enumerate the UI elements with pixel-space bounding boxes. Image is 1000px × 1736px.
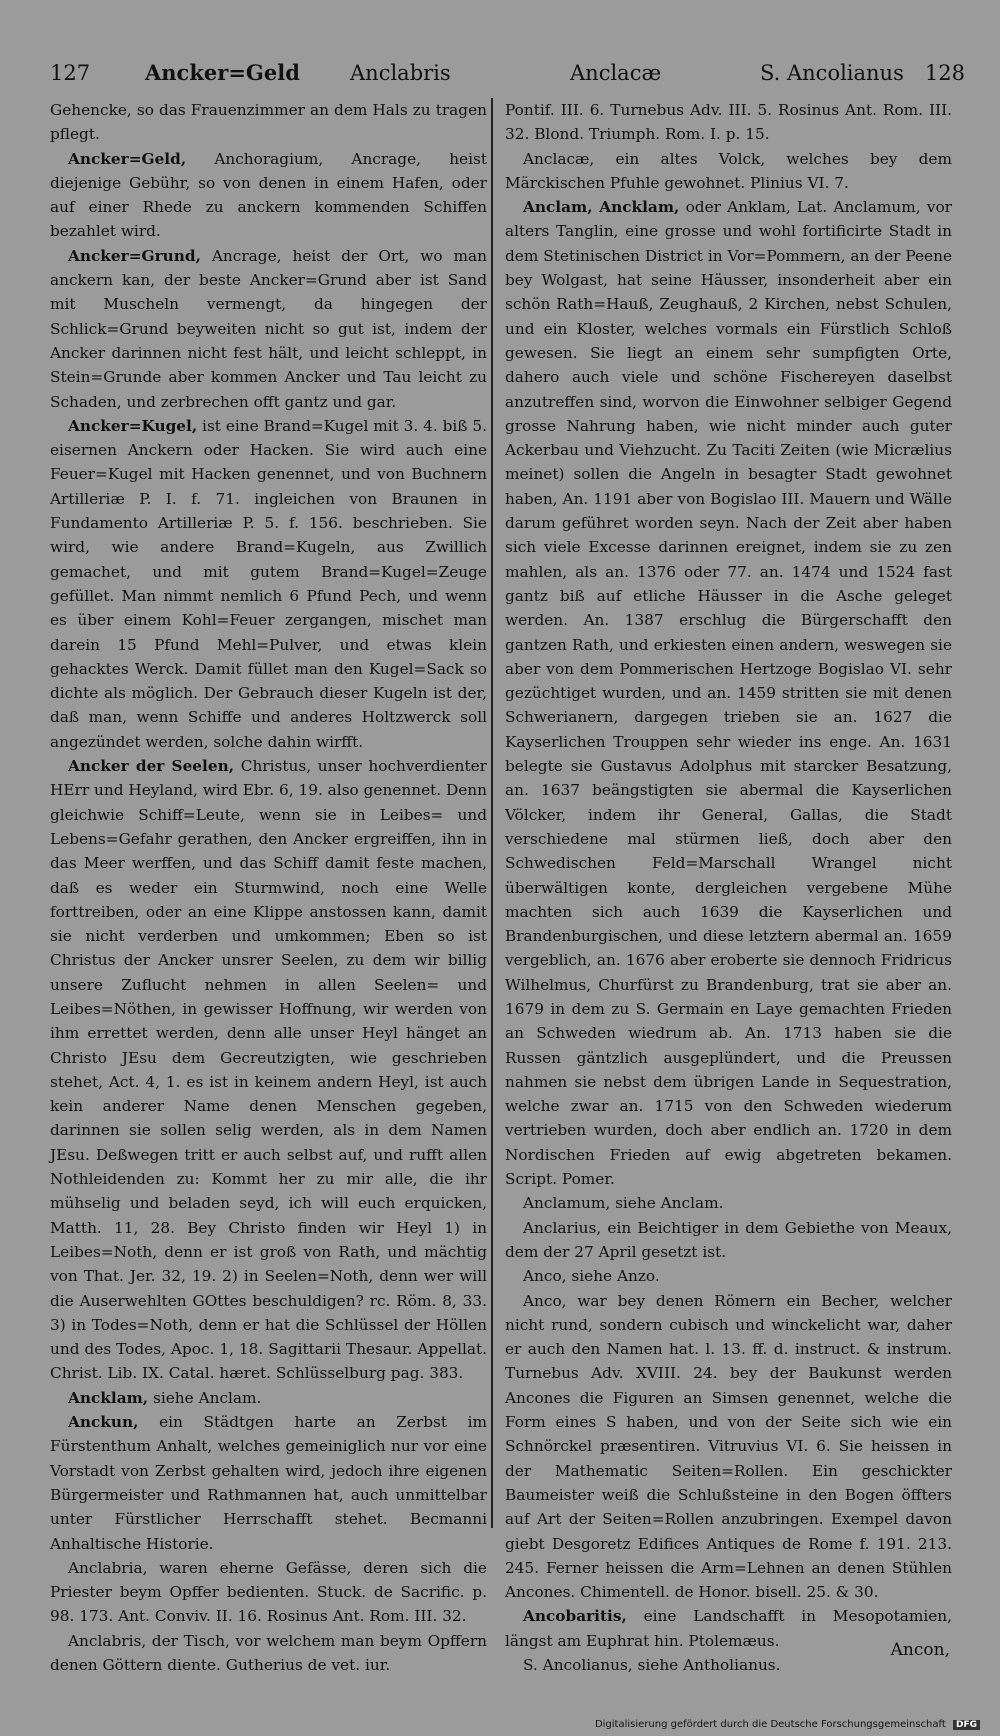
entry-headword: Ancker der Seelen, (68, 757, 235, 776)
entry-headword: Ancker=Geld, (68, 149, 187, 168)
dictionary-entry (50, 414, 487, 754)
dfg-logo: DFG (953, 1720, 980, 1730)
entry-headword: Ancobaritis, (523, 1607, 627, 1626)
left-column (50, 98, 487, 1677)
entry-paragraph (505, 147, 952, 196)
entry-paragraph (505, 1653, 952, 1677)
entry-text: Anco, war bey denen Römern ein Becher, welcher nicht rund, sondern cubisch und winckelicht war, daher er auch den Namen hat. l. 13. ff. d. instruct. & instrum. Turnebus Adv. XVIII. 24. bey der Baukunst werden Ancones die Figuren an Simsen genennet, welche die Form eines S haben, und von der Seite sich wie ein Schnörckel præsentiren. Vitruvius VI. 6. Sie heissen in der Mathematic Seiten=Rollen. Ein geschickter Baumeister weiß die Schlußsteine in den Bogen öffters auf Art der Seiten=Rollen anzubringen. Exempel davon giebt Desgoretz Edifices Antiques de Rome f. 191. 213. 245. Ferner heissen die Arm=Lehnen an denen Stühlen Ancones. Chimentell. de Honor. bisell. 25. & 30. (505, 1291, 952, 1602)
entry-text: Anclacæ, ein altes Volck, welches bey dem Märckischen Pfuhle gewohnet. Plinius VI. 7. (505, 149, 952, 192)
dictionary-entry (50, 147, 487, 244)
entry-paragraph (505, 1191, 952, 1215)
entry-paragraph (505, 195, 952, 1191)
entry-text: siehe Anclam. (148, 1388, 262, 1407)
entry-headword: Ancker=Grund, (68, 246, 201, 265)
entry-paragraph (50, 1556, 487, 1629)
entry-paragraph (505, 1216, 952, 1265)
dictionary-entry (505, 1289, 952, 1605)
dictionary-entry (50, 98, 487, 147)
entry-text: ist eine Brand=Kugel mit 3. 4. biß 5. eisernen Anckern oder Hacken. Sie wird auch eine Feuer=Kugel mit Hacken genennet, und von Buchnern Artilleriæ P. I. f. 71. ingleichen von Braunen in Fundamento Artilleriæ P. 5. f. 156. beschrieben. Sie wird, wie andere Brand=Kugeln, aus Zwillich gemachet, und mit gutem Brand=Kugel=Zeuge gefüllet. Man nimmt nemlich 6 Pfund Pech, und wenn es über einem Kohl=Feuer zergangen, mischet man darein 15 Pfund Mehl=Pulver, und etwas klein gehacktes Werck. Damit füllet man den Kugel=Sack so dichte als möglich. Der Gebrauch dieser Kugeln ist der, daß man, wenn Schiffe und anderes Holtzwerck soll angezündet werden, solche dahin wirfft. (50, 416, 487, 751)
entry-paragraph (50, 414, 487, 754)
right-page-number: 128 (924, 61, 965, 85)
left-running-head-last: Anclabris (350, 61, 451, 85)
entry-headword: Ancker=Kugel, (68, 416, 198, 435)
right-running-head-first: Anclacæ (570, 61, 662, 85)
dictionary-entry (50, 1629, 487, 1678)
catchword: Ancon, (890, 1640, 950, 1660)
entry-paragraph (505, 1264, 952, 1288)
entry-paragraph (50, 98, 487, 147)
dictionary-entry (50, 1386, 487, 1410)
right-column (505, 98, 952, 1677)
entry-text: Pontif. III. 6. Turnebus Adv. III. 5. Rosinus Ant. Rom. III. 32. Blond. Triumph. Rom. I. p. 15. (505, 101, 952, 144)
dictionary-entry (505, 1216, 952, 1265)
entry-text: Gehencke, so das Frauenzimmer an dem Hals zu tragen pflegt. (50, 101, 487, 144)
dictionary-entry (505, 1191, 952, 1215)
entry-text: Anclabris, der Tisch, vor welchem man beym Opffern denen Göttern diente. Gutherius de vet. iur. (50, 1631, 487, 1674)
entry-paragraph (505, 1604, 952, 1653)
entry-text: Anclarius, ein Beichtiger in dem Gebiethe von Meaux, dem der 27 April gesetzt ist. (505, 1218, 952, 1261)
entry-text: Anco, siehe Anzo. (523, 1267, 660, 1286)
dictionary-entry (50, 1556, 487, 1629)
entry-headword: Anclam, Ancklam, (523, 198, 680, 217)
entry-paragraph (50, 244, 487, 414)
dictionary-entry (50, 244, 487, 414)
entry-paragraph (505, 1289, 952, 1605)
entry-text: Ancrage, heist der Ort, wo man anckern kan, der beste Ancker=Grund aber ist Sand mit Muscheln vermengt, da hingegen der Schlick=Grund beyweiten nicht so gut ist, indem der Ancker darinnen nicht fest hält, und leicht schleppt, in Stein=Grunde aber kommen Ancker und Tau leicht zu Schaden, und zerbrechen offt gantz und gar. (50, 246, 487, 411)
entry-paragraph (50, 1386, 487, 1410)
column-divider (491, 98, 493, 1528)
entry-headword: Anckun, (68, 1413, 139, 1432)
entry-text: ein Städtgen harte an Zerbst im Fürstenthum Anhalt, welches gemeiniglich nur vor eine Vorstadt von Zerbst gehalten wird, jedoch ihre eigenen Bürgermeister und Rathmannen hat, auch unmittelbar unter Fürstlicher Herrschafft stehet. Becmanni Anhaltische Historie. (50, 1413, 487, 1553)
entry-text: S. Ancolianus, siehe Antholianus. (523, 1656, 781, 1674)
left-running-head-first: Ancker=Geld (145, 60, 300, 85)
page-header (50, 58, 965, 88)
entry-text: Anclabria, waren eherne Gefässe, deren sich die Priester beym Opffer bedienten. Stuck. de Sacrific. p. 98. 173. Ant. Conviv. II. 16. Rosinus Ant. Rom. III. 32. (50, 1558, 487, 1626)
dictionary-entry (505, 147, 952, 196)
dictionary-entry (505, 98, 952, 147)
entry-paragraph (50, 1629, 487, 1678)
dictionary-entry (505, 1653, 952, 1677)
dictionary-entry (50, 1410, 487, 1556)
entry-text: Christus, unser hochverdienter HErr und Heyland, wird Ebr. 6, 19. also genennet. Denn gleichwie Schiff=Leute, wenn sie in Leibes= und Lebens=Gefahr gerathen, den Ancker ergreiffen, ihn in das Meer werffen, und das Schiff damit feste machen, daß es weder ein Sturmwind, noch eine Welle forttreiben, oder an eine Klippe anstossen kann, damit sie nicht verderben und umkommen; Eben so ist Christus der Ancker unsrer Seelen, zu dem wir billig unsere Zuflucht nehmen in allen Seelen= und Leibes=Nöthen, in gewisser Hoffnung, wir werden von ihm errettet werden, denn alle unser Heyl hänget an Christo JEsu dem Gecreutzigten, wie geschrieben stehet, Act. 4, 1. es ist in keinem andern Heyl, ist auch kein anderer Name denen Menschen gegeben, darinnen sie sollen selig werden, als in dem Namen JEsu. Deßwegen tritt er auch selbst auf, und rufft allen Nothleidenden zu: Kommt her zu mir alle, die ihr mühselig und beladen seyd, ich will euch erquicken, Matth. 11, 28. Bey Christo finden wir Heyl 1) in Leibes=Noth, denn er ist groß von Rath, und mächtig von That. Jer. 32, 19. 2) in Seelen=Noth, denn wer will die Auserwehlten GOttes beschuldigen? rc. Röm. 8, 33. 3) in Todes=Noth, denn er hat die Schlüssel der Höllen und des Todes, Apoc. 1, 18. Sagittarii Thesaur. Appellat. Christ. Lib. IX. Catal. hæret. Schlüsselburg pag. 383. (50, 757, 488, 1383)
entry-text: oder Anklam, Lat. Anclamum, vor alters Tanglin, eine grosse und wohl fortificirte Stadt in dem Stetinischen District in Vor=Pommern, an der Peene bey Wolgast, hat seine Häusser, insonderheit aber ein schön Rath=Hauß, Zeughauß, 2 Kirchen, nebst Schulen, und ein Kloster, welches vormals ein Fürstlich Schloß gewesen. Sie liegt an einem sehr sumpfigten Orte, dahero auch viele und schöne Fischereyen daselbst anzutreffen sind, worvon die Einwohner selbiger Gegend grosse Nahrung haben, wie nicht minder auch guter Ackerbau und Viehzucht. Zu Taciti Zeiten (wie Micrælius meinet) sollen die Angeln in besagter Stadt gewohnet haben, An. 1191 aber von Bogislao III. Mauern und Wälle darum geführet worden seyn. Nach der Zeit aber haben sich viele Excesse darinnen ereignet, indem sie zu zen mahlen, als an. 1376 oder 77. an. 1474 und 1524 fast gantz biß auf etliche Häusser in die Asche geleget werden. An. 1387 erschlug die Bürgerschafft den gantzen Rath, und erkiesten einen andern, weswegen sie aber von dem Pommerischen Hertzoge Bogislao VI. sehr gezüchtiget wurden, und an. 1459 stritten sie mit denen Schwerianern, dargegen trieben sie an. 1627 die Kayserlichen Trouppen sehr wieder ins enge. An. 1631 belegte sie Gustavus Adolphus mit starcker Besatzung, an. 1637 beängstigten sie abermal die Kayserlichen Völcker, indem ihr General, Gallas, die Stadt verschiedene mal stürmen ließ, doch aber den Schwedischen Feld=Marschall Wrangel nicht überwältigen konte, dergleichen vergebene Mühe machten sich auch 1639 die Kayserlichen und Brandenburgischen, und diese letztern abermal an. 1659 vergeblich, an. 1676 aber eroberte sie dennoch Fridricus Wilhelmus, Churfürst zu Brandenburg, trat sie aber an. 1679 in dem zu S. Germain en Laye gemachten Frieden an Schweden wiedrum ab. An. 1713 haben sie die Russen gäntzlich ausgeplündert, und die Preussen nahmen sie nebst dem übrigen Lande in Sequestration, welche zwar an. 1715 von den Schweden wiederum vertrieben wurden, doch aber endlich an. 1720 in dem Nordischen Frieden auf ewig abgetreten bekamen. Script. Pomer. (505, 198, 952, 1189)
entry-paragraph (50, 754, 487, 1386)
dictionary-entry (505, 1604, 952, 1653)
entry-text: Anclamum, siehe Anclam. (523, 1194, 724, 1213)
dictionary-entry (50, 754, 487, 1386)
footer (0, 1719, 980, 1730)
entry-paragraph (50, 1410, 487, 1556)
entry-paragraph (50, 147, 487, 244)
left-page-number: 127 (50, 61, 91, 85)
dictionary-entry (505, 1264, 952, 1288)
entry-text: Anchoragium, Ancrage, heist diejenige Gebühr, so von denen in einem Hafen, oder auf einer Rhede zu anckern kommenden Schiffen bezahlet wird. (50, 149, 487, 241)
dictionary-entry (505, 195, 952, 1191)
entry-paragraph (505, 98, 952, 147)
entry-text: eine Landschafft in Mesopotamien, längst am Euphrat hin. Ptolemæus. (505, 1607, 952, 1650)
right-running-head-last: S. Ancolianus (760, 61, 904, 85)
entry-headword: Ancklam, (68, 1388, 149, 1407)
footer-text: Digitalisierung gefördert durch die Deutsche Forschungsgemeinschaft (594, 1719, 946, 1730)
